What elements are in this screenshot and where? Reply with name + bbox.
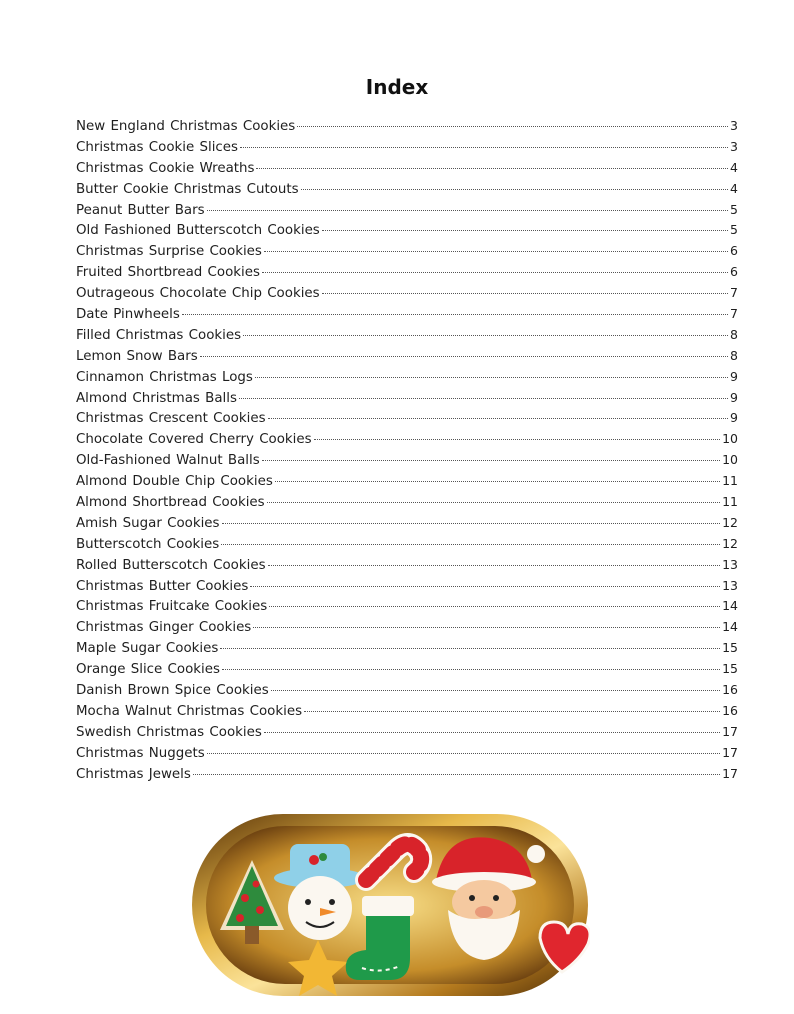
entry-title: Christmas Ginger Cookies [76, 620, 252, 636]
entry-page-number: 10 [722, 452, 738, 468]
entry-title: Lemon Snow Bars [76, 348, 198, 364]
entry-page-number: 10 [722, 431, 738, 447]
index-entry [76, 118, 738, 139]
index-entry [76, 598, 738, 619]
entry-page-number: 17 [722, 765, 738, 781]
index-entry [76, 202, 738, 223]
dot-leader [269, 606, 720, 607]
dot-leader [240, 147, 728, 148]
entry-page-number: 6 [730, 264, 738, 280]
entry-title: Christmas Cookie Slices [76, 139, 238, 155]
entry-page-number: 4 [730, 180, 738, 196]
dot-leader [264, 251, 728, 252]
cookie-tray-illustration [190, 810, 590, 1000]
entry-page-number: 17 [722, 723, 738, 739]
entry-title: Cinnamon Christmas Logs [76, 369, 253, 385]
dot-leader [207, 753, 720, 754]
entry-page-number: 12 [722, 514, 738, 530]
entry-page-number: 5 [730, 201, 738, 217]
dot-leader [220, 648, 720, 649]
dot-leader [271, 690, 720, 691]
index-entry [76, 661, 738, 682]
entry-page-number: 15 [722, 640, 738, 656]
entry-page-number: 7 [730, 285, 738, 301]
entry-page-number: 4 [730, 159, 738, 175]
dot-leader [268, 418, 728, 419]
dot-leader [243, 335, 728, 336]
entry-page-number: 16 [722, 682, 738, 698]
index-entry [76, 327, 738, 348]
dot-leader [301, 189, 728, 190]
dot-leader [297, 126, 728, 127]
entry-title: New England Christmas Cookies [76, 119, 296, 134]
entry-title: Peanut Butter Bars [76, 202, 205, 218]
entry-page-number: 14 [722, 619, 738, 635]
entry-title: Mocha Walnut Christmas Cookies [76, 703, 303, 719]
index-entry [76, 243, 738, 264]
index-entry [76, 348, 738, 369]
entry-page-number: 9 [730, 368, 738, 384]
index-entry [76, 494, 738, 515]
dot-leader [256, 168, 728, 169]
entry-page-number: 9 [730, 410, 738, 426]
entry-title: Danish Brown Spice Cookies [76, 683, 269, 699]
index-entry [76, 682, 738, 703]
entry-title: Christmas Nuggets [76, 745, 205, 761]
entry-page-number: 8 [730, 347, 738, 363]
index-entry [76, 619, 738, 640]
entry-page-number: 13 [722, 556, 738, 572]
dot-leader [200, 356, 728, 357]
entry-page-number: 12 [722, 535, 738, 551]
entry-title: Christmas Surprise Cookies [76, 244, 262, 260]
dot-leader [267, 502, 720, 503]
dot-leader [222, 669, 720, 670]
dot-leader [222, 523, 721, 524]
entry-title: Date Pinwheels [76, 307, 180, 323]
entry-title: Christmas Fruitcake Cookies [76, 599, 268, 615]
entry-page-number: 13 [722, 577, 738, 593]
dot-leader [262, 460, 720, 461]
index-entry [76, 139, 738, 160]
entry-title: Almond Shortbread Cookies [76, 495, 265, 511]
entry-title: Butter Cookie Christmas Cutouts [76, 181, 299, 197]
entry-page-number: 14 [722, 598, 738, 614]
entry-title: Christmas Crescent Cookies [76, 411, 266, 427]
index-list [76, 118, 738, 787]
entry-page-number: 17 [722, 744, 738, 760]
index-entry [76, 640, 738, 661]
index-entry [76, 515, 738, 536]
entry-title: Filled Christmas Cookies [76, 327, 242, 343]
dot-leader [250, 586, 720, 587]
entry-page-number: 16 [722, 702, 738, 718]
entry-page-number: 11 [722, 473, 738, 489]
entry-title: Outrageous Chocolate Chip Cookies [76, 286, 320, 302]
entry-title: Almond Double Chip Cookies [76, 474, 273, 490]
index-entry [76, 766, 738, 787]
entry-page-number: 11 [722, 494, 738, 510]
entry-title: Christmas Cookie Wreaths [76, 160, 255, 176]
entry-title: Butterscotch Cookies [76, 536, 220, 552]
entry-title: Rolled Butterscotch Cookies [76, 557, 266, 573]
dot-leader [322, 230, 728, 231]
entry-title: Old-Fashioned Walnut Balls [76, 453, 260, 469]
page-title: Index [365, 75, 429, 100]
dot-leader [253, 627, 720, 628]
index-entry [76, 160, 738, 181]
entry-page-number: 15 [722, 661, 738, 677]
index-entry [76, 431, 738, 452]
entry-title: Amish Sugar Cookies [76, 515, 220, 531]
dot-leader [193, 774, 720, 775]
index-entry [76, 452, 738, 473]
index-entry [76, 390, 738, 411]
entry-title: Old Fashioned Butterscotch Cookies [76, 223, 320, 239]
index-entry [76, 264, 738, 285]
dot-leader [221, 544, 720, 545]
index-entry [76, 536, 738, 557]
index-entry [76, 724, 738, 745]
index-entry [76, 473, 738, 494]
entry-title: Christmas Butter Cookies [76, 578, 249, 594]
index-entry [76, 578, 738, 599]
index-entry [76, 181, 738, 202]
entry-title: Orange Slice Cookies [76, 662, 220, 678]
entry-title: Fruited Shortbread Cookies [76, 265, 260, 281]
entry-title: Maple Sugar Cookies [76, 641, 219, 657]
index-entry [76, 369, 738, 390]
dot-leader [182, 314, 728, 315]
dot-leader [264, 732, 720, 733]
entry-page-number: 7 [730, 306, 738, 322]
entry-title: Christmas Jewels [76, 766, 191, 782]
entry-title: Almond Christmas Balls [76, 390, 237, 406]
dot-leader [304, 711, 720, 712]
dot-leader [262, 272, 728, 273]
index-entry [76, 306, 738, 327]
dot-leader [255, 377, 728, 378]
entry-title: Swedish Christmas Cookies [76, 724, 262, 740]
index-entry [76, 557, 738, 578]
dot-leader [322, 293, 728, 294]
index-entry [76, 285, 738, 306]
entry-page-number: 8 [730, 326, 738, 342]
entry-page-number: 3 [730, 138, 738, 154]
dot-leader [275, 481, 720, 482]
entry-page-number: 5 [730, 222, 738, 238]
index-entry [76, 745, 738, 766]
entry-title: Chocolate Covered Cherry Cookies [76, 432, 312, 448]
index-entry [76, 703, 738, 724]
dot-leader [314, 439, 720, 440]
entry-page-number: 9 [730, 389, 738, 405]
entry-page-number: 3 [730, 118, 738, 133]
dot-leader [268, 565, 721, 566]
dot-leader [239, 398, 728, 399]
index-entry [76, 410, 738, 431]
dot-leader [207, 210, 728, 211]
index-entry [76, 222, 738, 243]
entry-page-number: 6 [730, 243, 738, 259]
